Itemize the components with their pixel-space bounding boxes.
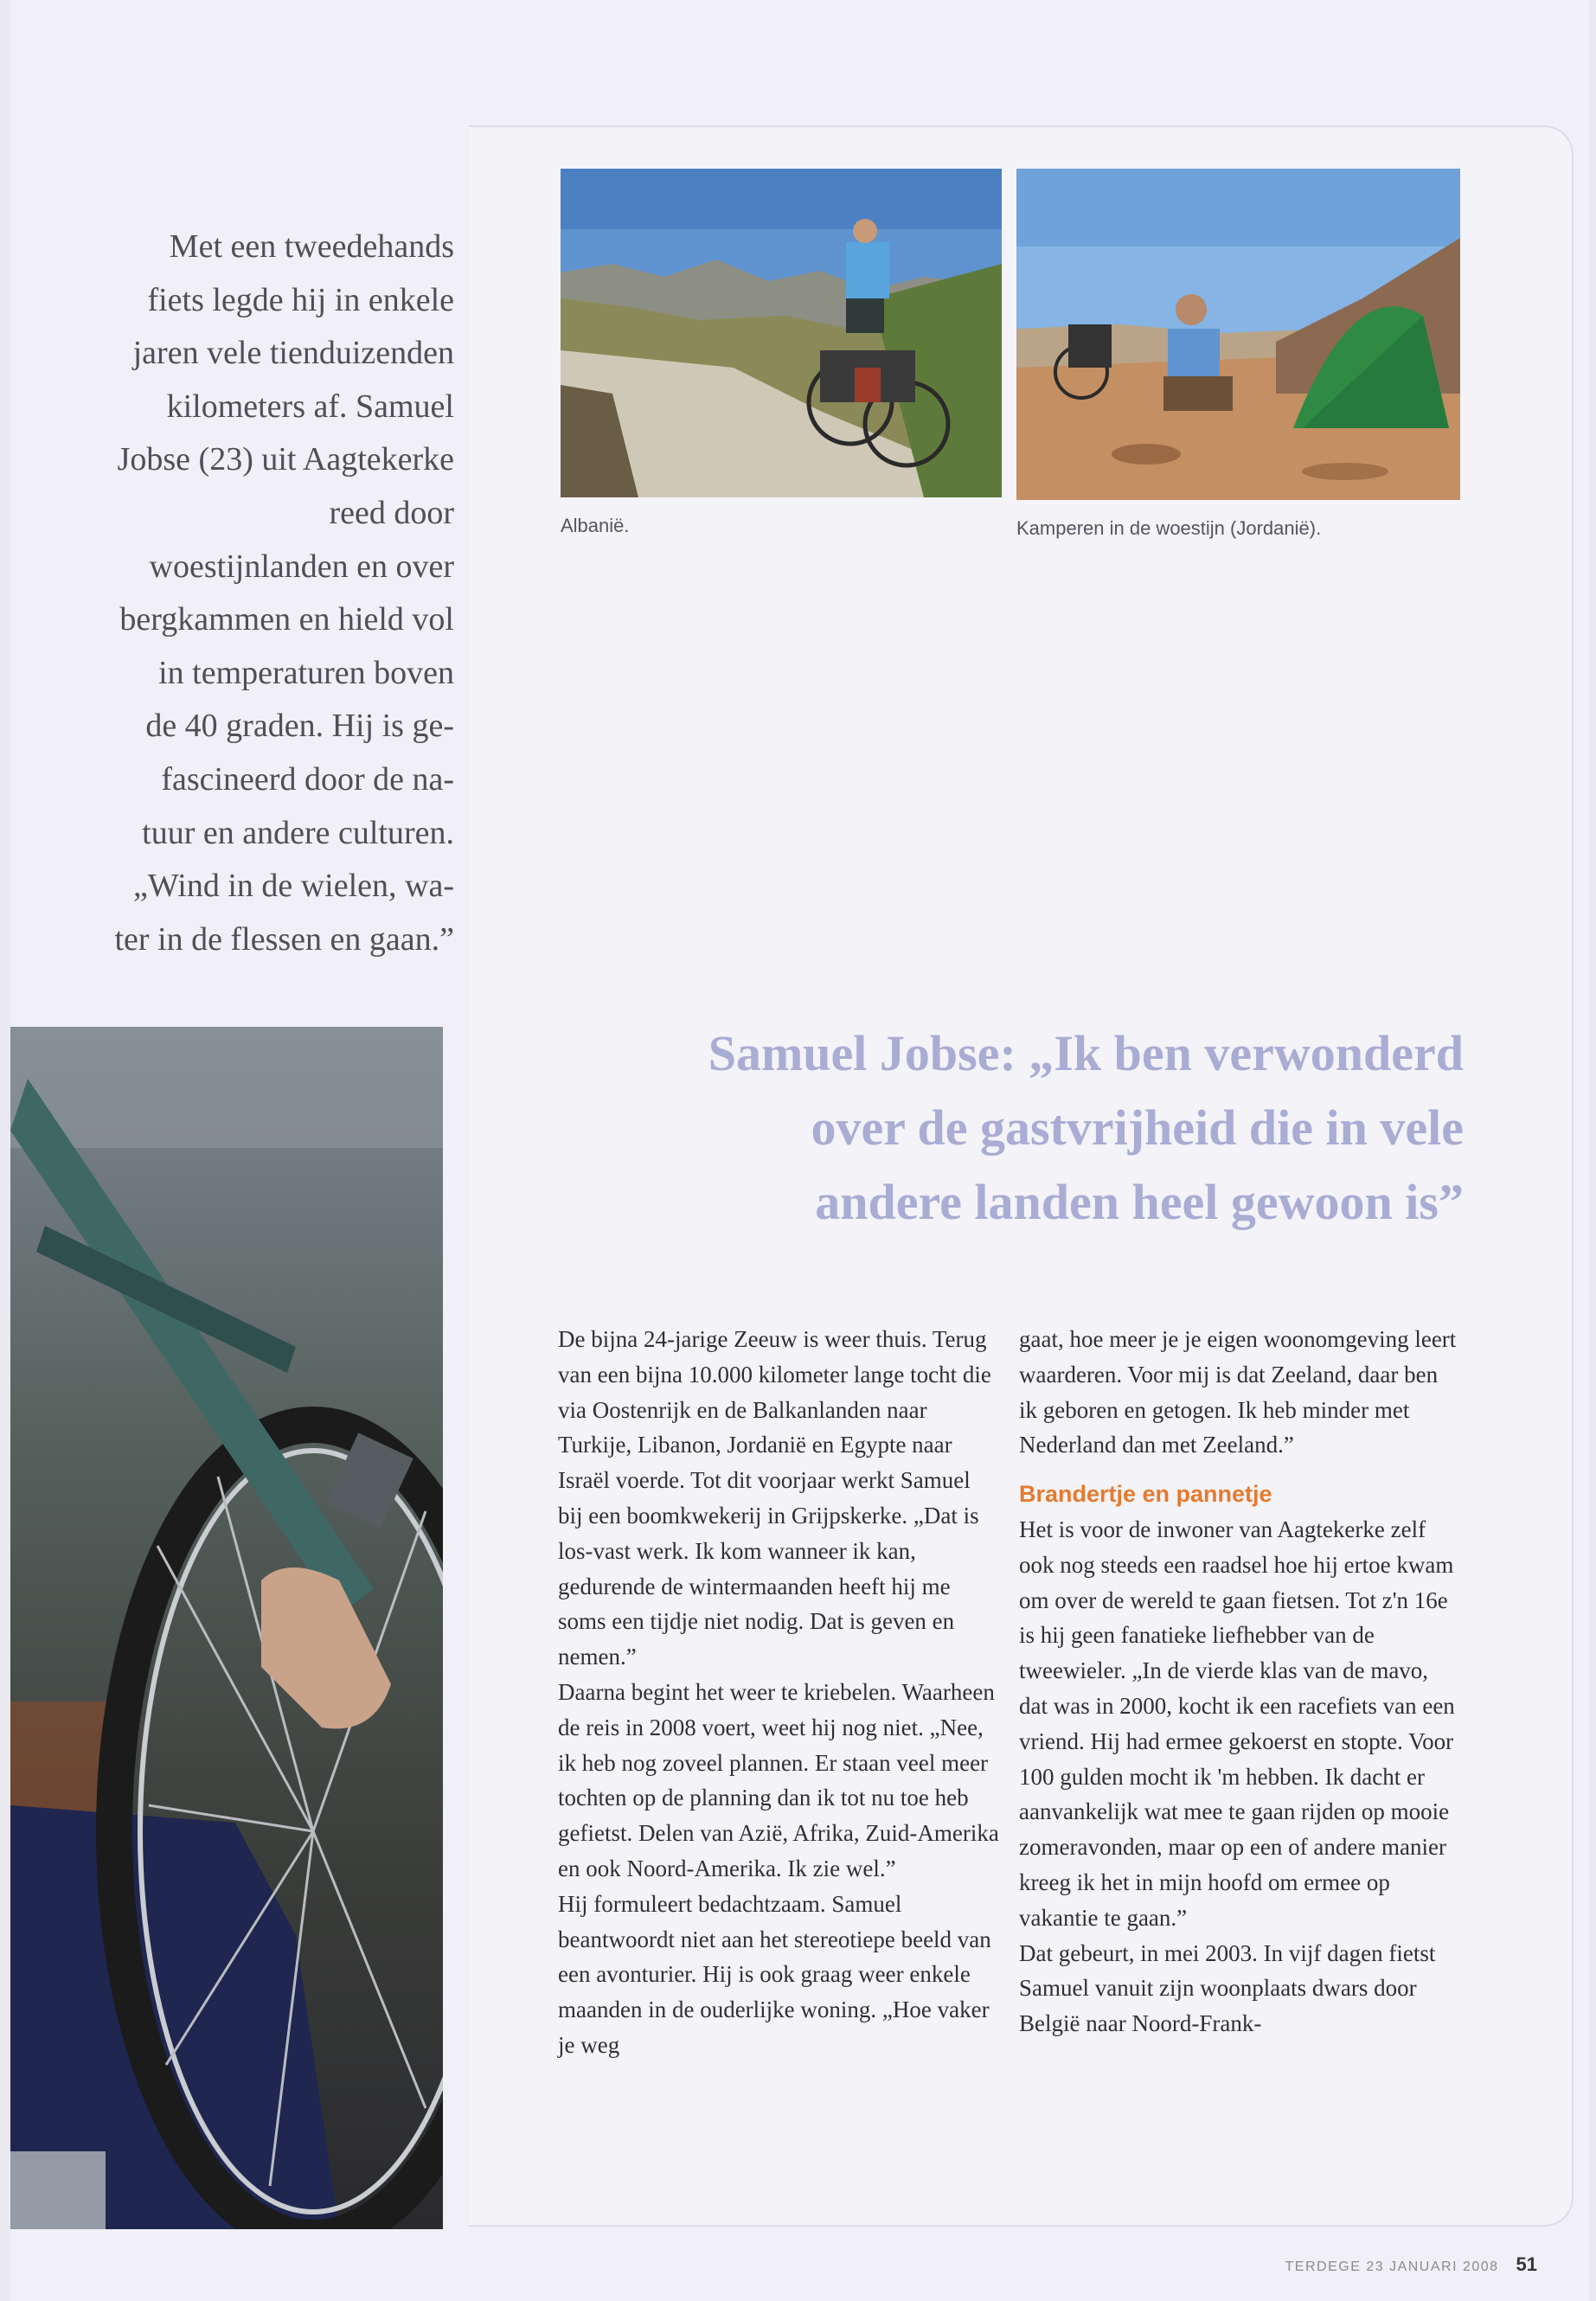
albania-caption: Albanië. <box>561 515 630 536</box>
paragraph: Het is voor de inwoner van Aagtekerke zelf ook nog steeds een raadsel hoe hij ertoe kwam om over de wereld te gaan fietsen. Tot z'n 16e is hij geen fanatieke liefhebber van de tweewieler. „In de vierde klas van de mavo, dat was in 2000, kocht ik een racefiets van een vriend. Hij had ermee gekoerst en stopte. Voor 100 gulden mocht ik 'm hebben. Ik dacht er aanvankelijk wat mee te gaan rijden op mooie zomeravonden, maar op een of andere manier kreeg ik het in mijn hoofd om ermee op vakantie te gaan.” <box>1019 1516 1455 1931</box>
intro-line: de 40 graden. Hij is ge- <box>145 708 454 745</box>
intro-line: bergkammen en hield vol <box>119 601 454 638</box>
article-column-1 <box>558 1322 999 2063</box>
intro-line: ter in de flessen en gaan.” <box>114 920 454 958</box>
headline-line: over de gastvrijheid die in vele <box>811 1099 1464 1156</box>
intro-line: reed door <box>329 494 454 531</box>
intro-line: kilometers af. Samuel <box>166 388 454 425</box>
subheading: Brandertje en pannetje <box>1019 1481 1272 1508</box>
intro-line: tuur en andere culturen. <box>142 814 454 851</box>
intro-line: Jobse (23) uit Aagtekerke <box>117 441 454 478</box>
issue-date: 23 JANUARI 2008 <box>1366 2259 1499 2274</box>
jordan-caption: Kamperen in de woestijn (Jordanië). <box>1016 517 1322 539</box>
intro-line: woestijnlanden en over <box>149 548 454 585</box>
paragraph: Daarna begint het weer te kriebelen. Waarheen de reis in 2008 voert, weet hij nog niet. „Nee, ik heb nog zoveel plannen. Er staan veel meer tochten op de planning dan ik tot nu toe heb gefietst. Delen van Azië, Afrika, Zuid-Amerika en ook Noord-Amerika. Ik zie wel.” <box>558 1678 999 1881</box>
headline-line: andere landen heel gewoon is” <box>815 1174 1464 1230</box>
intro-line: in temperaturen boven <box>158 654 454 691</box>
magazine-name: TERDEGE <box>1285 2259 1362 2274</box>
intro-line: fiets legde hij in enkele <box>147 281 454 318</box>
intro-line: Met een tweedehands <box>169 228 454 265</box>
intro-line: jaren vele tienduizenden <box>132 335 454 372</box>
paragraph: Hij formuleert bedachtzaam. Samuel beantwoordt niet aan het stereotiepe beeld van een avonturier. Hij is ook graag weer enkele maanden in de ouderlijke woning. „Hoe vaker je weg <box>558 1890 991 2058</box>
paragraph: gaat, hoe meer je je eigen woonomgeving leert waarderen. Voor mij is dat Zeeland, daar ben ik geboren en getogen. Ik heb minder met Nederland dan met Zeeland.” <box>1019 1326 1457 1458</box>
jordan-photo <box>1016 169 1460 500</box>
page-footer <box>1285 2253 1537 2276</box>
page-number: 51 <box>1516 2253 1537 2275</box>
paragraph: Dat gebeurt, in mei 2003. In vijf dagen fietst Samuel vanuit zijn woonplaats dwars door België naar Noord-Frank- <box>1019 1939 1436 2037</box>
magazine-page <box>10 0 1589 2301</box>
bicycle-photo <box>10 1027 443 2229</box>
intro-text <box>62 221 454 966</box>
albania-photo <box>561 169 1002 497</box>
intro-line: fascineerd door de na- <box>161 760 454 798</box>
headline <box>495 1016 1464 1240</box>
paragraph: De bijna 24-jarige Zeeuw is weer thuis. Terug van een bijna 10.000 kilometer lange tocht die via Oostenrijk en de Balkanlanden naar Turkije, Libanon, Jordanië en Egypte naar Israël voerde. Tot dit voorjaar werkt Samuel bij een boomkwekerij in Grijpskerke. „Dat is los-vast werk. Ik kom wanneer ik kan, gedurende de wintermaanden heeft hij me soms een tijdje niet nodig. Dat is geven en nemen.” <box>558 1326 991 1670</box>
intro-line: „Wind in de wielen, wa- <box>133 868 454 905</box>
headline-line: Samuel Jobse: „Ik ben verwonderd <box>708 1025 1464 1081</box>
article-column-2 <box>1019 1322 1460 2041</box>
